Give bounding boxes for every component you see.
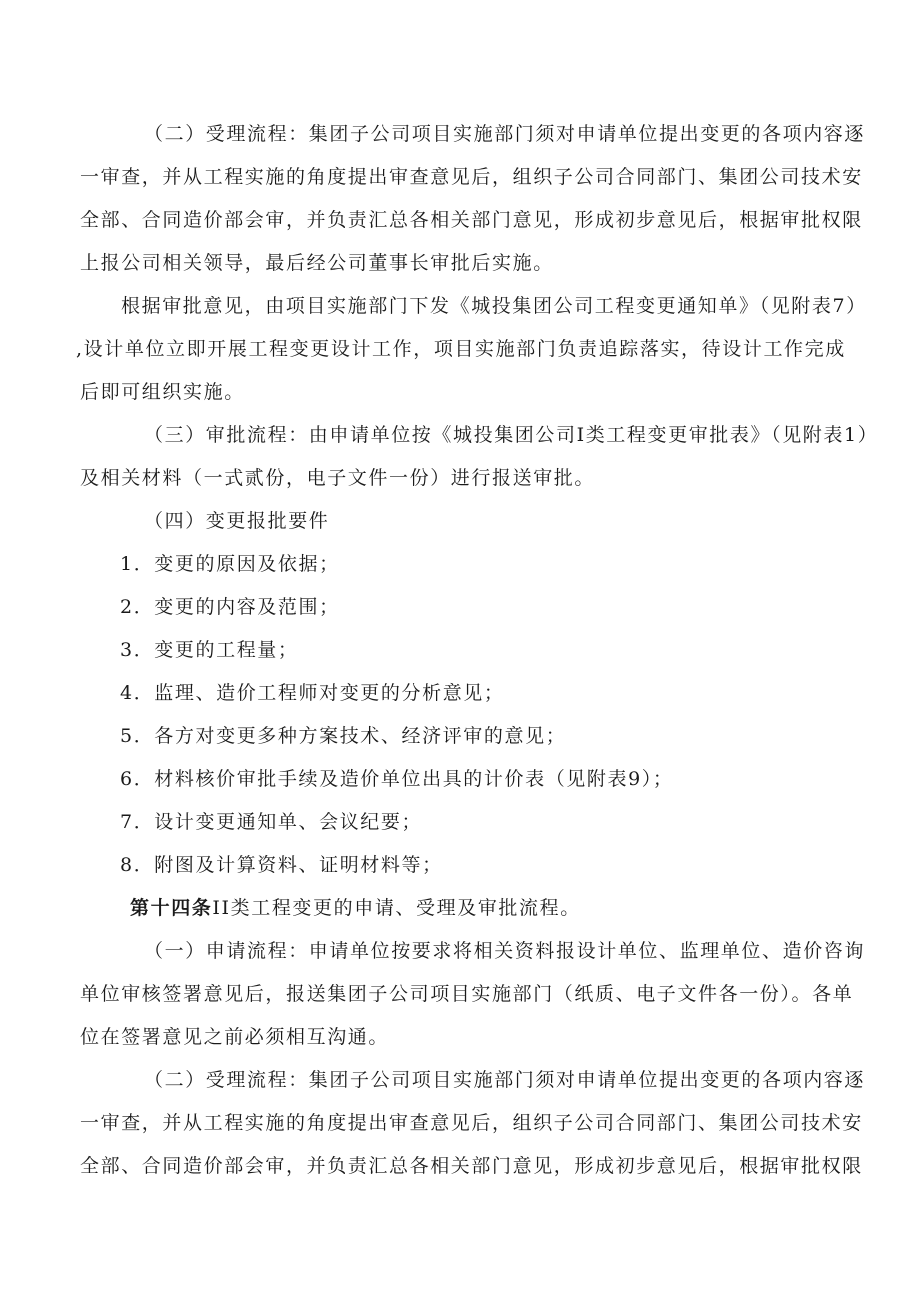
paragraph-line: （三）审批流程：由申请单位按《城投集团公司I类工程变更审批表》（见附表1） [144, 424, 879, 446]
list-item: 6．材料核价审批手续及造价单位出具的计价表（见附表9）； [120, 768, 674, 790]
list-item: 7．设计变更通知单、会议纪要； [120, 811, 423, 833]
paragraph-line: 一审查，并从工程实施的角度提出审查意见后，组织子公司合同部门、集团公司技术安 [80, 166, 863, 188]
paragraph-line: 一审查，并从工程实施的角度提出审查意见后，组织子公司合同部门、集团公司技术安 [80, 1112, 863, 1134]
list-item: 8．附图及计算资料、证明材料等； [120, 854, 443, 876]
paragraph-line: （一）申请流程：申请单位按要求将相关资料报设计单位、监理单位、造价咨询 [144, 940, 866, 962]
list-item: 1．变更的原因及依据； [120, 553, 340, 575]
article-title [130, 894, 894, 922]
paragraph-line: （二）受理流程：集团子公司项目实施部门须对申请单位提出变更的各项内容逐 [144, 1069, 866, 1091]
paragraph-line: 根据审批意见，由项目实施部门下发《城投集团公司工程变更通知单》（见附表7） [121, 295, 867, 317]
paragraph-line: 及相关材料（一式贰份，电子文件一份）进行报送审批。 [80, 467, 596, 489]
section-heading: （四）变更报批要件 [144, 510, 330, 532]
paragraph-line: （二）受理流程：集团子公司项目实施部门须对申请单位提出变更的各项内容逐 [144, 123, 866, 145]
list-item: 4．监理、造价工程师对变更的分析意见； [120, 682, 505, 704]
paragraph-line: ,设计单位立即开展工程变更设计工作，项目实施部门负责追踪落实，待设计工作完成 [76, 338, 846, 360]
paragraph-line: 上报公司相关领导，最后经公司董事长审批后实施。 [80, 252, 554, 274]
paragraph-line: 全部、合同造价部会审，并负责汇总各相关部门意见，形成初步意见后，根据审批权限 [80, 209, 863, 231]
article-number: 第十四条 [130, 897, 213, 919]
article-text: II类工程变更的申请、受理及审批流程。 [212, 897, 581, 919]
paragraph-line: 全部、合同造价部会审，并负责汇总各相关部门意见，形成初步意见后，根据审批权限 [80, 1155, 863, 1177]
list-item: 3．变更的工程量； [120, 639, 299, 661]
paragraph-line: 后即可组织实施。 [80, 381, 245, 403]
list-item: 5．各方对变更多种方案技术、经济评审的意见； [120, 725, 567, 747]
list-item: 2．变更的内容及范围； [120, 596, 340, 618]
paragraph-line: 单位审核签署意见后，报送集团子公司项目实施部门（纸质、电子文件各一份）。各单 [80, 983, 854, 1005]
paragraph-line: 位在签署意见之前必须相互沟通。 [80, 1026, 390, 1048]
